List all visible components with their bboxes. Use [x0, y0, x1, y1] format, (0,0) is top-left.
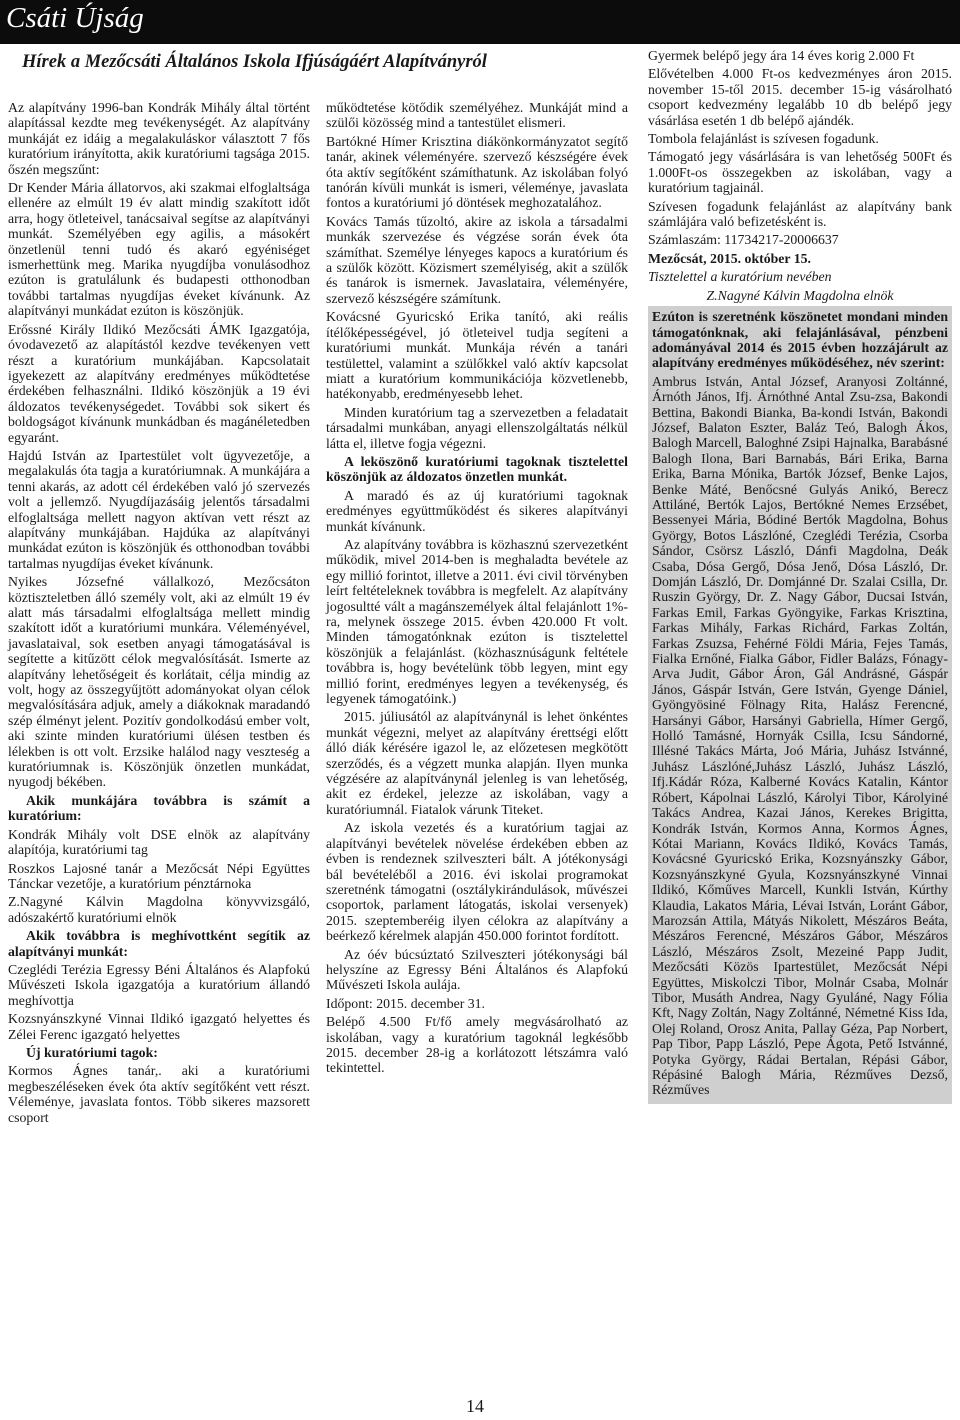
- signature-name: Z.Nagyné Kálvin Magdolna elnök: [706, 287, 894, 303]
- column-2: [326, 100, 628, 1079]
- thanks-names: Ambrus István, Antal József, Aranyosi Zoltánné, Árnóth János, Ifj. Árnóthné Antal Zsu-zsa, Bakondi Bettina, Bakondi Bianka, Ba-kondi István, Bakondi József, Balaton Eszter, Baláz Teó, Balogh Ákos, Balogh Marcell, Baloghné Zsipi Hajnalka, Barabásné Balogh Ilona, Bari Barnabás, Bári Erika, Barna Erika, Barna Mónika, Bartók József, Benke Lajos, Benke Máté, Benőcsné Gulyás Anikó, Berecz Attiláné, Bertók Lajos, Bertókné Nemes Erzsébet, Bessenyei Mária, Bódiné Bertók Magdolna, Bohus György, Botos Lászlóné, Czeglédi Terézia, Csorba Sándor, Csörsz László, Dánfi Magdolna, Deák Csaba, Dósa Gergő, Dósa Jenő, Dósa László, Dr. Domján László, Dr. Domjánné Dr. Szalai Csilla, Dr. Ruszin György, Dr. Z. Nagy Gábor, Ducsai István, Farkas Emil, Farkas Gyöngyike, Farkas Krisztina, Farkas Mihály, Farkas Richárd, Farkas Zoltán, Farkas Zsuzsa, Fehérné Földi Mária, Fejes Tamás, Fialka Ernőné, Fialka Gábor, Fidler Balázs, Fónagy-Arva Judit, Gábor Áron, Gál Andrásné, Gáspár János, Gáspár István, Gere István, Gyenge Dániel, Gyöngyösiné Fölnagy Rita, Halász Ferencné, Harsányi Gábor, Harsányi Gabriella, Hímer Gergő, Holló Tamásné, Hornyák Csilla, Icsu Sándorné, Illésné Takács Márta, Joó Mária, Juhász Istvánné, Juhász Lászlóné,Juhász László, Juhász László, Ifj.Kádár Róza, Kalberné Kovács Katalin, Kántor Róbert, Kápolnai László, Károlyi Tibor, Károlyiné Takács Andrea, Kazai János, Kerekes Brigitta, Kondrák István, Kormos Anna, Kormos Ágnes, Kótai Mariann, Kovács Ildikó, Kovács Tamás, Kovácsné Gyuricskó Erika, Kozsnyánszky Gábor, Kozsnyánszkyné Gyula, Kozsnyánszkyné Vinnai Ildikó, Kőműves Marcell, Kunkli István, Kúrthy Klaudia, Lakatos Mária, Lévai István, Loránt Gábor, Marozsán Attila, Mátyás Nikolett, Mészáros Beáta, Mészáros Ferencné, Mészáros Gábor, Mészáros László, Mészáros Zsolt, Mezeiné Papp Judit, Mezőcsáti Közös Ipartestület, Mezőcsát Népi Együttes, Miskolczi Tibor, Molnár Csaba, Molnár Tibor, Musáth Andrea, Nagy Gyuláné, Nagy Fólia Kft, Nagy Zoltán, Nagy Zoltánné, Németné Kiss Ida, Olej Roland, Orosz Anita, Pallay Géza, Pap Norbert, Pap Tibor, Papp László, Pepe Ágota, Pető Istvánné, Potyka György, Rádai Bertalan, Répási Gábor, Répásiné Balogh Mária, Rézműves Dezső, Rézműves: [652, 373, 948, 1098]
- paragraph: Kovács Tamás tűzoltó, akire az iskola a társadalmi munkák szervezése és végzése során évek óta számíthat. Személye lényeges kapocs a kuratórium és a szülők között. Közismert személyiség, akit a szülők és tanárok is ismernek. Javaslataira, véleményére, szervező készségére számítunk.: [326, 213, 628, 306]
- column-3: [648, 48, 952, 1104]
- paragraph: Elővételben 4.000 Ft-os kedvezményes áron 2015. november 15-től 2015. december 15-ig vásárolható csoport kedvezmény legalább 10 db belépő jegy vásárlása esetén 1 db belépő ajándék.: [648, 66, 952, 128]
- subheading: A leköszönő kuratóriumi tagoknak tisztelettel köszönjük az áldozatos önzetlen munkát.: [326, 453, 628, 485]
- header: [0, 0, 960, 46]
- paragraph: Roszkos Lajosné tanár a Mezőcsát Népi Együttes Tánckar vezetője, a kuratórium pénztárnoka: [8, 860, 310, 891]
- paragraph: Kozsnyánszkyné Vinnai Ildikó igazgató helyettes és Zélei Ferenc igazgató helyettes: [8, 1011, 310, 1042]
- paragraph: Szívesen fogadunk felajánlást az alapítvány bank számlájára való befizetésként is.: [648, 198, 952, 230]
- paragraph: A maradó és az új kuratóriumi tagoknak eredményes együttműködést és sikeres alapítványi munkát kívánunk.: [326, 487, 628, 534]
- paragraph: Erőssné Király Ildikó Mezőcsáti ÁMK Igazgatója, óvodavezető az alapítástól kezdve tevékenyen vett részt a kuratórium munkájában. Kapcsolatait igyekezett az alapítvány eredményes működtetése érdekében felhasználni. Ildikó köszönjük a 19 évi áldozatos tevékenységedet. További sok sikert és boldogságot kívánunk munkádban és magánéletedben egyaránt.: [8, 321, 310, 445]
- paragraph: 2015. júliusától az alapítványnál is lehet önkéntes munkát végezni, melyet az alapítvány érettségi előtt álló diák kérésére igazol le, az előzetesen megkötött szerződés, és a végzett munka alapján. Ilyen munka végzésére az alapítványnál jelenleg is van lehetőség, akit ez érdekel, jelezze az iskolában, vagy a kuratóriumnál. Fiatalok várunk Titeket.: [326, 709, 628, 817]
- page-number: 14: [466, 1396, 484, 1416]
- paragraph: Az alapítvány továbbra is közhasznú szervezetként működik, mivel 2014-ben is meghaladta bevétele az egy millió forintot, illetve a 2011. évi civil törvényben leírt feltételeknek továbbra is megfelelt. Az alapítvány jogosultté vált a magánszemélyek által felajánlott 1%-ra, melynek összege 2015. évben 420.000 Ft volt. Minden támogatónknak ezúton is tisztelettel köszönjük a felajánlást. (közhasznúságunk feltétele továbbra is, hogy bevételünk több legyen, mint egy millió forint, eredményes legyen a tevékenység, és legyenek támogatóink.): [326, 536, 628, 707]
- date-place: Mezőcsát, 2015. október 15.: [648, 250, 811, 266]
- paragraph: Dr Kender Mária állatorvos, aki szakmai elfoglaltsága ellenére az elmúlt 19 év alatt mindig szakított időt arra, hogy ötleteivel, tanácsaival segítse az alapítványi munkát. Személyében egy agilis, a másokért önzetlenül tenni tudó és akaró egyéniséget ismerhettünk meg. Marika nyugdíjba vonulásodhoz ezúton is gratulálunk és budapesti otthonodban további tartalmas nyugdíjas éveket kívánunk. Az alapítványi munkádat ezúton is köszönjük.: [8, 180, 310, 319]
- paragraph: Az óév búcsúztató Szilveszteri jótékonysági bál helyszíne az Egressy Béni Általános és Alapfokú Művészeti Iskola aulája.: [326, 946, 628, 993]
- paragraph: Kovácsné Gyuricskó Erika tanító, aki reális ítélőképességével, jó ötleteivel tudja segíteni a kuratóriumi munkát. Munkája révén a tanári testülettel, valamint a szülőkkel való aktív kapcsolat miatt a kuratórium kommunikációja közvetlenebb, hatékonyabb, eredményesebb lehet.: [326, 309, 628, 402]
- paragraph: Nyikes Józsefné vállalkozó, Mezőcsáton köztiszteletben álló személy volt, aki az elmúlt 19 év alatt más társadalmi elfoglaltsága mellett mindig szakított időt a kuratóriumi munkára. Véleményével, javaslataival, sok esetben anyagi támogatásával is segítette a kitűzött célok megvalósítását. Ismerte az alapítvány lehetőségeit és korlátait, célja mindig az volt, hogy az összegyűjtött adományokat olyan célok megvalósítására adjuk, amely a diákoknak maradandó szép élményt jelent. Pozitív gondolkodású ember volt, aki szinte minden kuratóriumi ülésen testben és lélekben is ott volt. Erzsike halálod nagy veszteség a kuratóriumnak is. Köszönjük önzetlen munkádat, nyugodj békében.: [8, 574, 310, 790]
- column-1: [8, 100, 310, 1128]
- paragraph: Hajdú István az Ipartestület volt ügyvezetője, a megalakulás óta tagja a kuratóriumnak. A munkájára a tenni akarás, az adott cél érdekében való jó szervezés volt a jellemző. Nyugdíjazásáig jelentős társadalmi elfoglaltsága mellett nagyon aktívan vett részt az alapítvány munkájában. Hajdúka az alapítványi munkádat ezúton is köszönjük és otthonodban további tartalmas nyugdíjas éveket kívánunk.: [8, 447, 310, 571]
- subheading: Új kuratóriumi tagok:: [26, 1044, 158, 1060]
- paragraph: Időpont: 2015. december 31.: [326, 995, 486, 1011]
- paragraph: Z.Nagyné Kálvin Magdolna könyvvizsgáló, adószakértő kuratóriumi elnök: [8, 894, 310, 925]
- paragraph: Belépő 4.500 Ft/fő amely megvásárolható az iskolában, vagy a kuratórium tagoknál legkésőbb 2015. december 28-ig a korlátozott létszámra való tekintettel.: [326, 1014, 628, 1076]
- paragraph: Czeglédi Terézia Egressy Béni Általános és Alapfokú Művészeti Iskola igazgatója a kuratórium állandó meghívottja: [8, 961, 310, 1008]
- paragraph: Az iskola vezetés és a kuratórium tagjai az alapítványi bevételek növelése érdekében ebben az évben is rendeznek szilveszteri bált. A jótékonysági bál bevételéből a 2016. évi iskolai programokat szeretnénk támogatni (osztálykirándulások, művészei csoportok, parlament látogatás, iskolai versenyek) 2015. szeptemberéig ilyen célokra az alapítvány a beérkező kérelmek alapján 450.000 forintot fordított.: [326, 820, 628, 944]
- paragraph: működtetése kötődik személyéhez. Munkáját mind a szülői közösség mind a tantestület elismeri.: [326, 100, 628, 131]
- paragraph: Az alapítvány 1996-ban Kondrák Mihály által történt alapítással kezdte meg tevékenységét. Az alapítvány munkáját ez idáig a megalakuláskor választott 7 fős kuratórium irányította, akik kuratóriumi tagsága 2015. őszén megszűnt:: [8, 100, 310, 177]
- masthead-title: Csáti Újság: [6, 2, 144, 34]
- paragraph: Bartókné Hímer Krisztina diákönkormányzatot segítő tanár, akinek véleményére. szervező készségére évek óta aktív segítőként számíthatunk. Az iskolában folyó tanórán kívüli munkát is ismeri, véleménye, javaslata fontos a kuratóriumi jó döntések meghozatalához.: [326, 133, 628, 211]
- account-number: Számlaszám: 11734217-20006637: [648, 232, 839, 248]
- paragraph: Támogató jegy vásárlására is van lehetőség 500Ft és 1.000Ft-os összegekben az iskolában, vagy a kuratórium tagjainál.: [648, 149, 952, 196]
- paragraph: Kondrák Mihály volt DSE elnök az alapítvány alapítója, kuratóriumi tag: [8, 826, 310, 858]
- thanks-heading: Ezúton is szeretnénk köszönetet mondani minden támogatónknak, aki felajánlásával, pénzbeni adományával 2014 és 2015 évben hozzájárult az alapítvány eredményes működéséhez, név szerint:: [652, 309, 948, 371]
- article-title: Hírek a Mezőcsáti Általános Iskola Ifjúságáért Alapítványról: [22, 52, 487, 72]
- paragraph: Minden kuratórium tag a szervezetben a feladatait társadalmi munkában, anyagi ellenszolgáltatás nélkül látta el, illetve fogja végezni.: [326, 404, 628, 451]
- subheading: Akik továbbra is meghívottként segítik az alapítványi munkát:: [8, 928, 310, 959]
- paragraph: Gyermek belépő jegy ára 14 éves korig 2.000 Ft: [648, 48, 915, 63]
- signature-line: Tisztelettel a kuratórium nevében: [648, 269, 832, 285]
- paragraph: Tombola felajánlást is szívesen fogadunk.: [648, 131, 879, 147]
- subheading: Akik munkájára továbbra is számít a kuratórium:: [8, 792, 310, 824]
- thanks-box: [648, 306, 952, 1104]
- masthead: [0, 0, 960, 44]
- paragraph: Kormos Ágnes tanár,. aki a kuratóriumi megbeszéléseken évek óta aktív segítőként vett részt. Véleménye, javaslata fontos. Több sikeres mazsorett csoport: [8, 1063, 310, 1125]
